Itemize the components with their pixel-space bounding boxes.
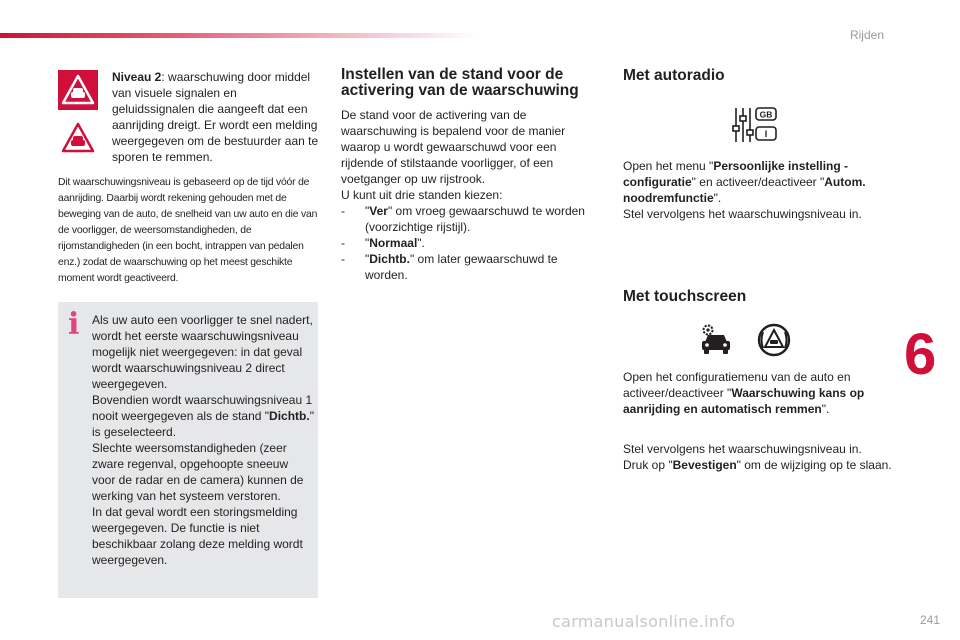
page-number: 241 bbox=[919, 613, 940, 627]
touchscreen-heading: Met touchscreen bbox=[623, 288, 747, 305]
instellen-options bbox=[341, 203, 601, 283]
warning-timing-note: Dit waarschuwingsniveau is gebaseerd op de tijd vóór de aanrijding. Daarbij wordt rekening gehouden met de beweging van de auto, de snelheid van uw auto en die van de voorligger, de weersomstandigheden, de rijomstandigheden (in een bocht, intrappen van pedalen enz.) zodat de waarschuwing op het meest geschikte moment wordt geactiveerd. bbox=[58, 177, 318, 284]
level2-text: : waarschuwing door middel van visuele signalen en geluidssignalen die aangeeft dat een aanrijding dreigt. Er wordt een melding weergegeven om de bestuurder aan te sporen te remmen. bbox=[112, 70, 319, 164]
info-paragraph: Slechte weersomstandigheden (zeer zware regenval, opgehoopte sneeuw voor de radar en de camera) kunnen de werking van het systeem verstoren. bbox=[92, 441, 304, 503]
instellen-heading: Instellen van de stand voor de activering van de waarschuwing bbox=[341, 66, 579, 99]
list-item: - "Normaal". bbox=[341, 236, 425, 250]
level2-label: Niveau 2 bbox=[112, 70, 162, 84]
level2-description bbox=[112, 69, 322, 165]
autoradio-instructions: Open het menu "Persoonlijke instelling - configuratie" en activeer/deactiveer "Autom. noodremfunctie". Stel vervolgens het waarschuwingsniveau in. bbox=[623, 159, 866, 221]
info-icon: i bbox=[68, 307, 80, 342]
info-paragraph: Als uw auto een voorligger te snel nadert, wordt het eerste waarschuwingsniveau mogelijk niet weergegeven: in dat geval wordt waarschuwingsniveau 2 direct weergegeven. bbox=[92, 313, 313, 391]
collision-warning-icon bbox=[58, 118, 98, 158]
info-paragraph: Bovendien wordt waarschuwingsniveau 1 nooit weergegeven als de stand "Dichtb." is geselecteerd. bbox=[92, 393, 314, 439]
section-title: Rijden bbox=[849, 28, 884, 42]
radio-badge-top: GB bbox=[759, 109, 773, 120]
touchscreen-instructions-2: Stel vervolgens het waarschuwingsniveau in. Druk op "Bevestigen" om de wijziging op te slaan. bbox=[623, 442, 892, 472]
radio-settings-icon bbox=[732, 106, 780, 144]
list-item: - "Dichtb." om later gewaarschuwd te worden. bbox=[341, 252, 558, 282]
radio-badge-bottom: I bbox=[764, 129, 768, 139]
chapter-number: 6 bbox=[904, 322, 937, 387]
info-text bbox=[92, 312, 314, 568]
info-paragraph: In dat geval wordt een storingsmelding weergegeven. De functie is niet beschikbaar zolang deze melding wordt weergegeven. bbox=[92, 505, 303, 567]
instellen-choose: U kunt uit drie standen kiezen: bbox=[341, 188, 503, 202]
autoradio-heading: Met autoradio bbox=[623, 67, 725, 84]
car-settings-icon bbox=[698, 322, 734, 356]
collision-warning-red-icon bbox=[58, 70, 98, 110]
instellen-intro: De stand voor de activering van de waarschuwing is bepalend voor de manier waarop u wordt gewaarschuwd voor een rijdende of stilstaande voorligger, of een voetganger op uw rijstrook. bbox=[341, 108, 566, 186]
list-item: - "Ver" om vroeg gewaarschuwd te worden (voorzichtige rijstijl). bbox=[341, 204, 585, 234]
header-accent-bar bbox=[0, 33, 480, 38]
instellen-body bbox=[341, 107, 601, 283]
touchscreen-instructions: Open het configuratiemenu van de auto en activeer/deactiveer "Waarschuwing kans op aanrijding en automatisch remmen". bbox=[623, 370, 865, 416]
watermark: carmanualsonline.info bbox=[552, 612, 736, 631]
collision-warning-icon bbox=[756, 322, 792, 358]
